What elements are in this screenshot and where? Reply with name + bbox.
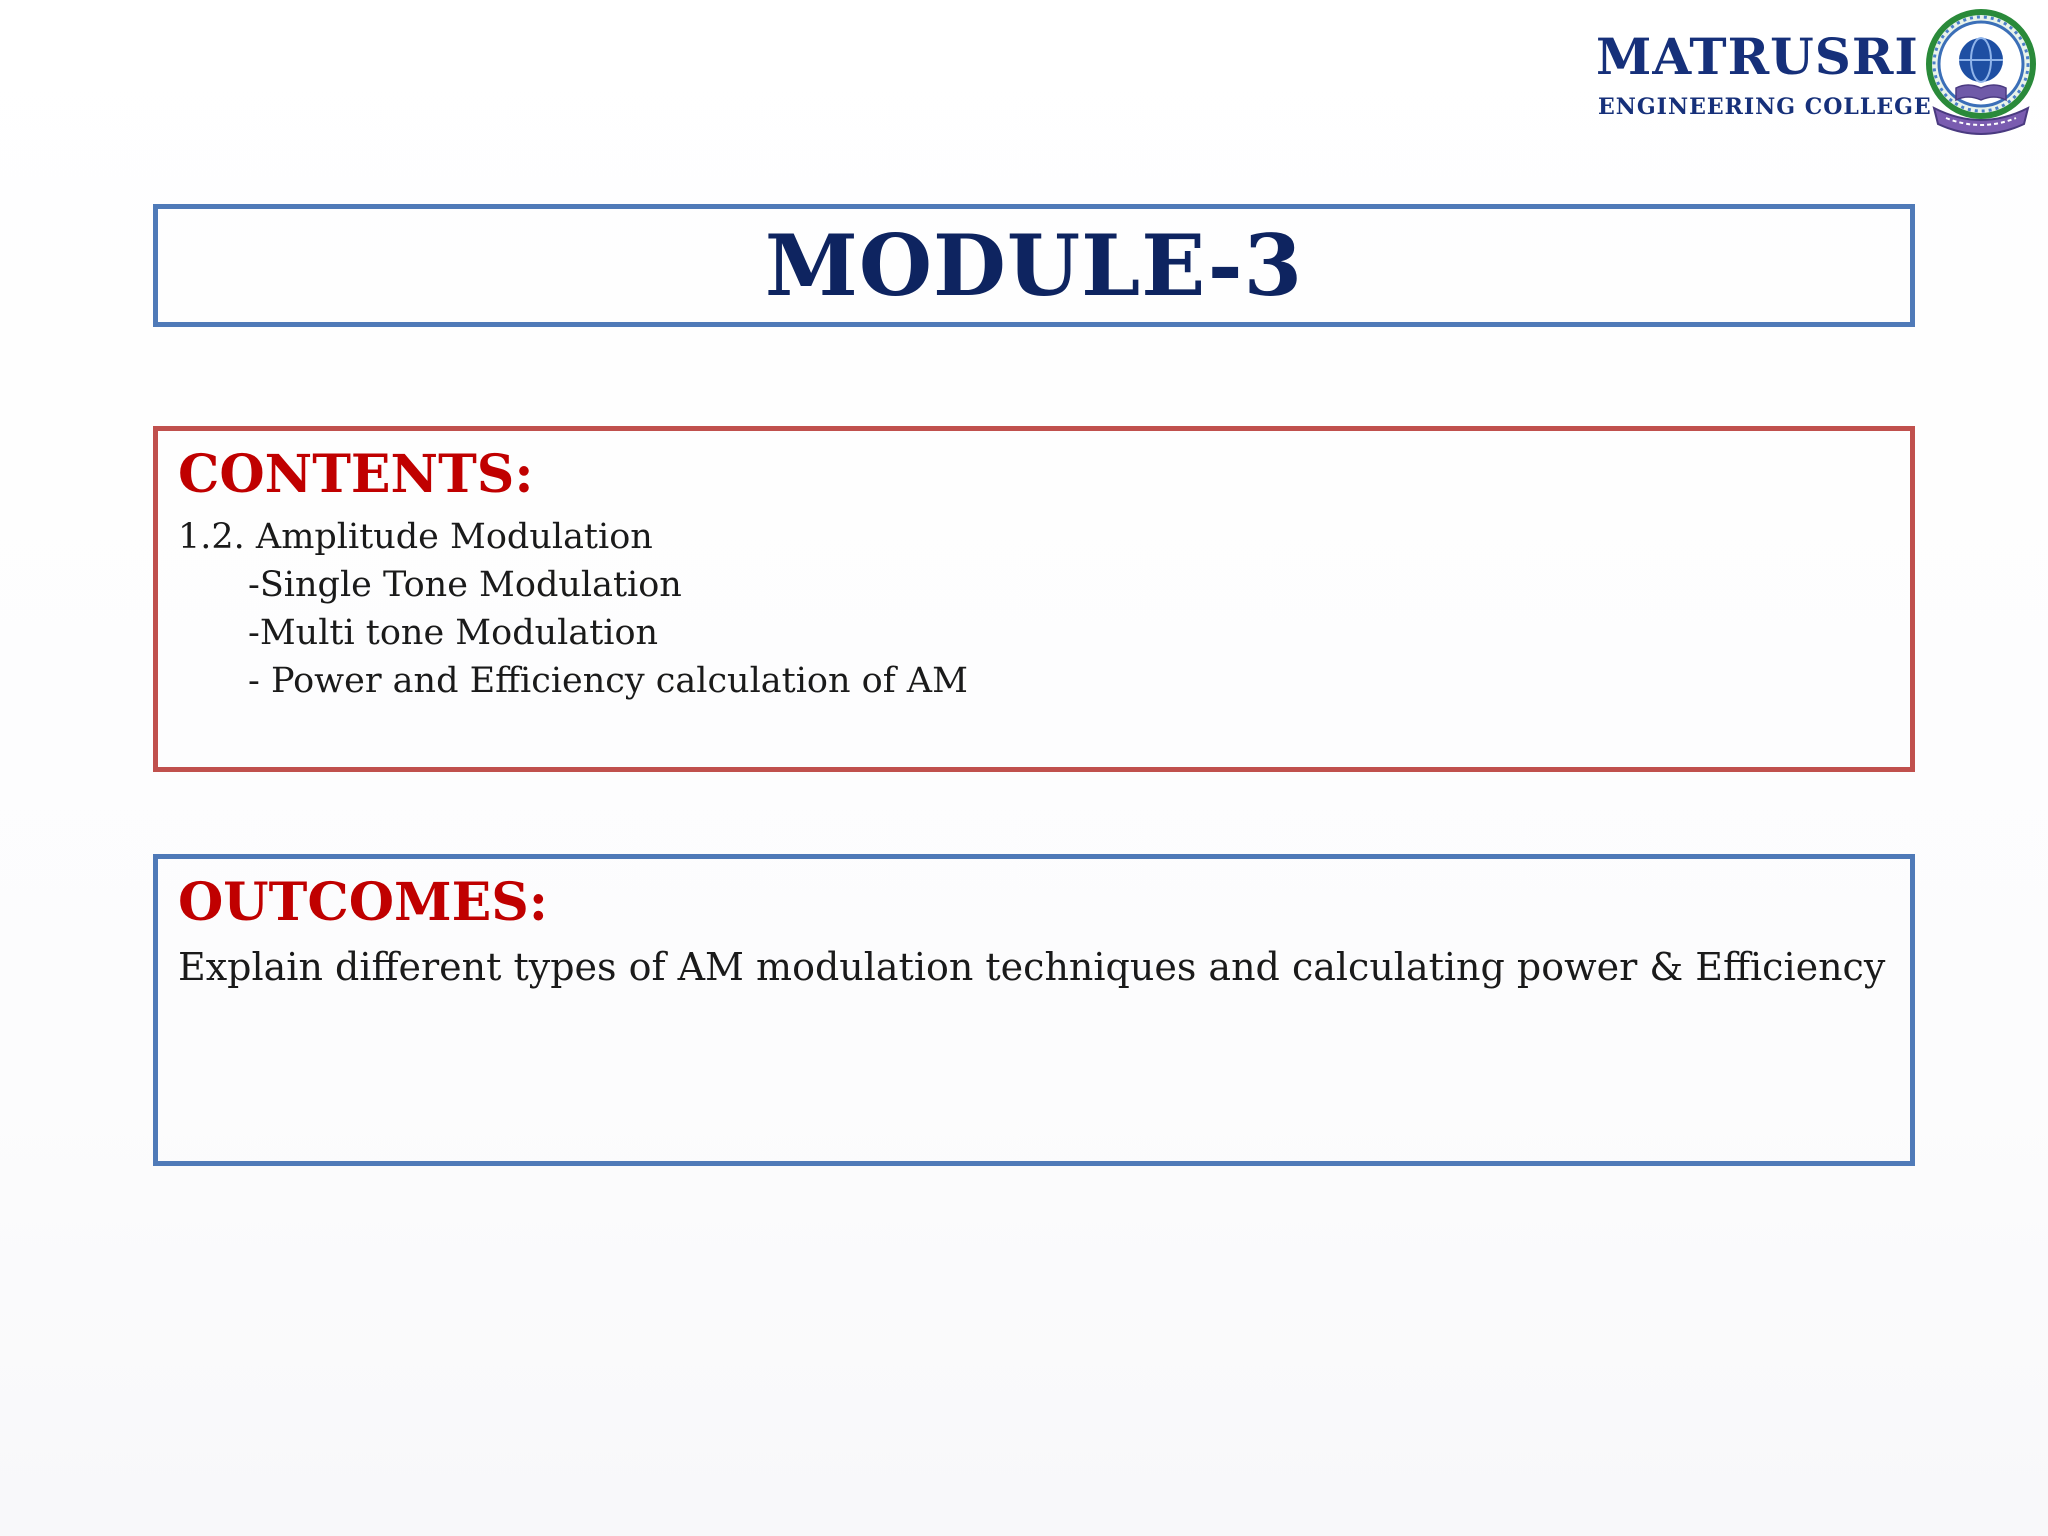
contents-item: -Multi tone Modulation <box>248 613 659 653</box>
contents-item: - Power and Efficiency calculation of AM <box>248 661 968 701</box>
module-title-box <box>153 204 1915 327</box>
college-emblem-icon <box>1916 4 2046 144</box>
contents-item: 1.2. Amplitude Modulation <box>178 517 653 557</box>
contents-heading: CONTENTS: <box>178 444 534 505</box>
logo-name: MATRUSRI <box>1596 27 1919 86</box>
contents-box <box>153 426 1915 772</box>
contents-item: -Single Tone Modulation <box>248 565 682 605</box>
page-title: MODULE-3 <box>764 215 1304 315</box>
logo-subtitle: ENGINEERING COLLEGE <box>1598 94 1932 120</box>
college-logo <box>1578 0 2048 150</box>
outcomes-box <box>153 854 1915 1166</box>
outcomes-text: Explain different types of AM modulation techniques and calculating power & Efficiency <box>178 945 1886 989</box>
outcomes-heading: OUTCOMES: <box>178 872 548 933</box>
